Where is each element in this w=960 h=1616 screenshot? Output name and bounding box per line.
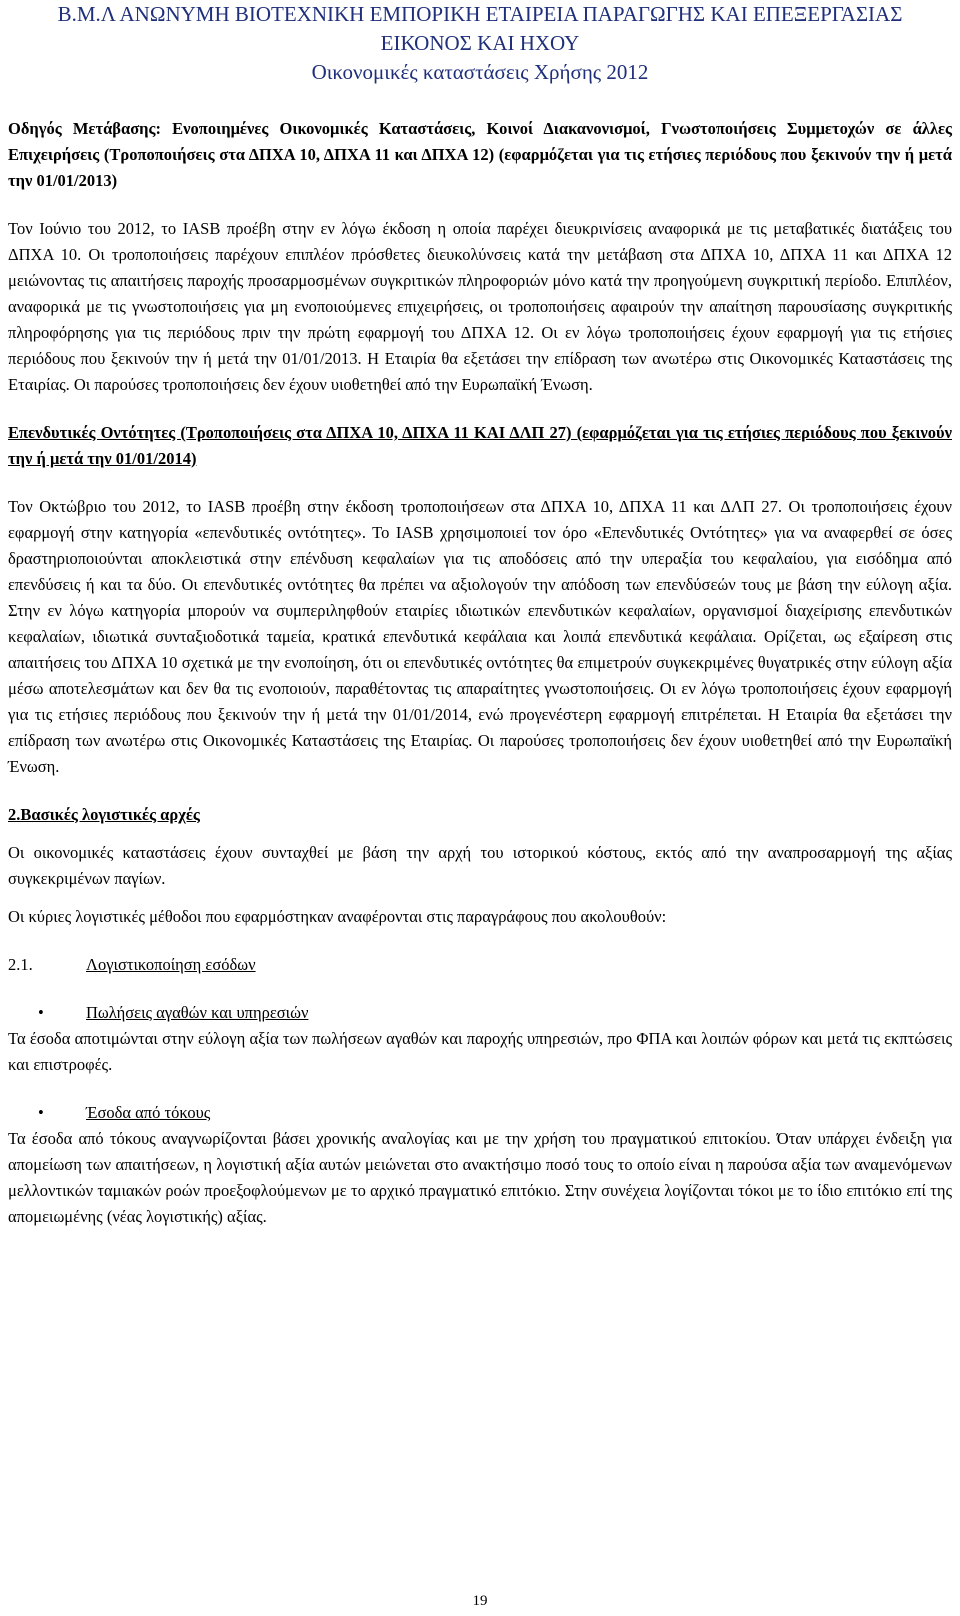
investment-entities-paragraph: Τον Οκτώβριο του 2012, το IASB προέβη στην έκδοση τροποποιήσεων στα ΔΠΧΑ 10, ΔΠΧΑ 11 και ΔΛΠ 27. Οι τροποποιήσεις έχουν εφαρμογή στην κατηγορία «επενδυτικές οντότητες». Το IASB χρησιμοποιεί τον όρο «Επενδυτικές Οντότητες» για να αναφερθεί σε όσες δραστηριοποιούνται αποκλειστικά στην επένδυση κεφαλαίων για τις αποδόσεις από την υπεραξία του κεφαλαίου, για εισόδημα από επενδύσεις ή και τα δύο. Οι επενδυτικές οντότητες θα πρέπει να αξιολογούν την απόδοση των επενδύσεών τους με βάση την εύλογη αξία. Στην εν λόγω κατηγορία μπορούν να συμπεριληφθούν εταιρίες ιδιωτικών επενδυτικών κεφαλαίων, οργανισμοί διαχείρισης επενδυτικών κεφαλαίων, ιδιωτικά συνταξιοδοτικά ταμεία, κρατικά επενδυτικά κεφάλαια και λοιπά επενδυτικά κεφάλαια. Ορίζεται, ως εξαίρεση στις απαιτήσεις του ΔΠΧΑ 10 σχετικά με την ενοποίηση, ότι οι επενδυτικές οντότητες θα επιμετρούν συγκεκριμένες θυγατρικές στην εύλογη αξία μέσω αποτελεσμάτων και δεν θα τις ενοποιούν, παραθέτοντας τις απαραίτητες γνωστοποιήσεις. Οι εν λόγω τροποποιήσεις έχουν εφαρμογή για τις ετήσιες περιόδους που ξεκινούν την ή μετά την 01/01/2014, ενώ προγενέστερη εφαρμογή επιτρέπεται. Η Εταιρία θα εξετάσει την επίδραση των ανωτέρω στις Οικονομικές Καταστάσεις της Εταιρίας. Οι παρούσες τροποποιήσεις δεν έχουν υιοθετηθεί από την Ευρωπαϊκή Ένωση. xyxy=(8,497,952,776)
accounting-methods-paragraph: Οι κύριες λογιστικές μέθοδοι που εφαρμόστηκαν αναφέρονται στις παραγράφους που ακολουθούν: xyxy=(8,907,667,926)
accounting-policies-heading: 2.Βασικές λογιστικές αρχές xyxy=(8,805,200,824)
accounting-policies-paragraph: Οι οικονομικές καταστάσεις έχουν συνταχθεί με βάση την αρχή του ιστορικού κόστους, εκτός από την αναπροσαρμογή της αξίας συγκεκριμένων παγίων. xyxy=(8,843,952,888)
bullet-interest-heading xyxy=(8,1100,952,1126)
bullet-title: Έσοδα από τόκους xyxy=(86,1103,211,1122)
bullet-icon: • xyxy=(38,1003,44,1022)
section-title: Λογιστικοποίηση εσόδων xyxy=(86,955,256,974)
document-header xyxy=(0,0,960,87)
section-number: 2.1. xyxy=(8,955,33,974)
investment-entities-heading: Επενδυτικές Οντότητες (Τροποποιήσεις στα ΔΠΧΑ 10, ΔΠΧΑ 11 ΚΑΙ ΔΛΠ 27) (εφαρμόζεται για τις ετήσιες περιόδους που ξεκινούν την ή μετά την 01/01/2014) xyxy=(8,423,952,468)
revenue-recognition-heading xyxy=(8,952,952,978)
header-company-name: Β.Μ.Λ ΑΝΩΝΥΜΗ ΒΙΟΤΕΧΝΙΚΗ ΕΜΠΟΡΙΚΗ ΕΤΑΙΡΕΙΑ ΠΑΡΑΓΩΓΗΣ ΚΑΙ ΕΠΕΞΕΡΓΑΣΙΑΣ xyxy=(57,2,903,26)
header-report-title: Οικονομικές καταστάσεις Χρήσης 2012 xyxy=(311,60,649,84)
bullet-sales-paragraph: Τα έσοδα αποτιμώνται στην εύλογη αξία των πωλήσεων αγαθών και παροχής υπηρεσιών, προ ΦΠΑ και λοιπών φόρων και μετά τις εκπτώσεις και επιστροφές. xyxy=(8,1029,952,1074)
page-number: 19 xyxy=(472,1593,488,1609)
document-body xyxy=(8,116,952,1230)
transition-guide-paragraph: Τον Ιούνιο του 2012, το IASB προέβη στην εν λόγω έκδοση η οποία παρέχει διευκρινίσεις αναφορικά με τις μεταβατικές διατάξεις του ΔΠΧΑ 10. Οι τροποποιήσεις παρέχουν επιπλέον πρόσθετες διευκολύνσεις κατά την μετάβαση στα ΔΠΧΑ 10, ΔΠΧΑ 11 και ΔΠΧΑ 12 μειώνοντας τις απαιτήσεις παροχής προσαρμοσμένων συγκριτικών πληροφοριών μόνο κατά την προηγούμενη συγκριτική περίοδο. Επιπλέον, αναφορικά με τις γνωστοποιήσεις για μη ενοποιούμενες επιχειρήσεις, οι τροποποιήσεις αφαιρούν την απαίτηση παρουσίασης συγκριτικής πληροφόρησης για τις περιόδους πριν την πρώτη εφαρμογή του ΔΠΧΑ 12. Οι εν λόγω τροποποιήσεις έχουν εφαρμογή για τις ετήσιες περιόδους που ξεκινούν την ή μετά την 01/01/2013. Η Εταιρία θα εξετάσει την επίδραση των ανωτέρω στις Οικονομικές Καταστάσεις της Εταιρίας. Οι παρούσες τροποποιήσεις δεν έχουν υιοθετηθεί από την Ευρωπαϊκή Ένωση. xyxy=(8,219,952,394)
bullet-icon: • xyxy=(38,1103,44,1122)
bullet-interest-paragraph: Τα έσοδα από τόκους αναγνωρίζονται βάσει χρονικής αναλογίας και με την χρήση του πραγματικού επιτοκίου. Όταν υπάρχει ένδειξη για απομείωση των απαιτήσεων, η λογιστική αξία αυτών μειώνεται στο ανακτήσιμο ποσό τους το οποίο είναι η παρούσα αξία των αναμενόμενων μελλοντικών ταμιακών ροών προεξοφλούμενων με το αρχικό πραγματικό επιτόκιο. Στην συνέχεια λογίζονται τόκοι με το ίδιο επιτόκιο επί της απομειωμένης (νέας λογιστικής) αξίας. xyxy=(8,1129,952,1226)
transition-guide-heading: Οδηγός Μετάβασης: Ενοποιημένες Οικονομικές Καταστάσεις, Κοινοί Διακανονισμοί, Γνωστοποιήσεις Συμμετοχών σε άλλες Επιχειρήσεις (Τροποποιήσεις στα ΔΠΧΑ 10, ΔΠΧΑ 11 και ΔΠΧΑ 12) (εφαρμόζεται για τις ετήσιες περιόδους που ξεκινούν την ή μετά την 01/01/2013) xyxy=(8,119,952,190)
bullet-title: Πωλήσεις αγαθών και υπηρεσιών xyxy=(86,1003,309,1022)
header-company-subtitle: ΕΙΚΟΝΟΣ ΚΑΙ ΗΧΟΥ xyxy=(380,31,580,55)
bullet-sales-heading xyxy=(8,1000,952,1026)
